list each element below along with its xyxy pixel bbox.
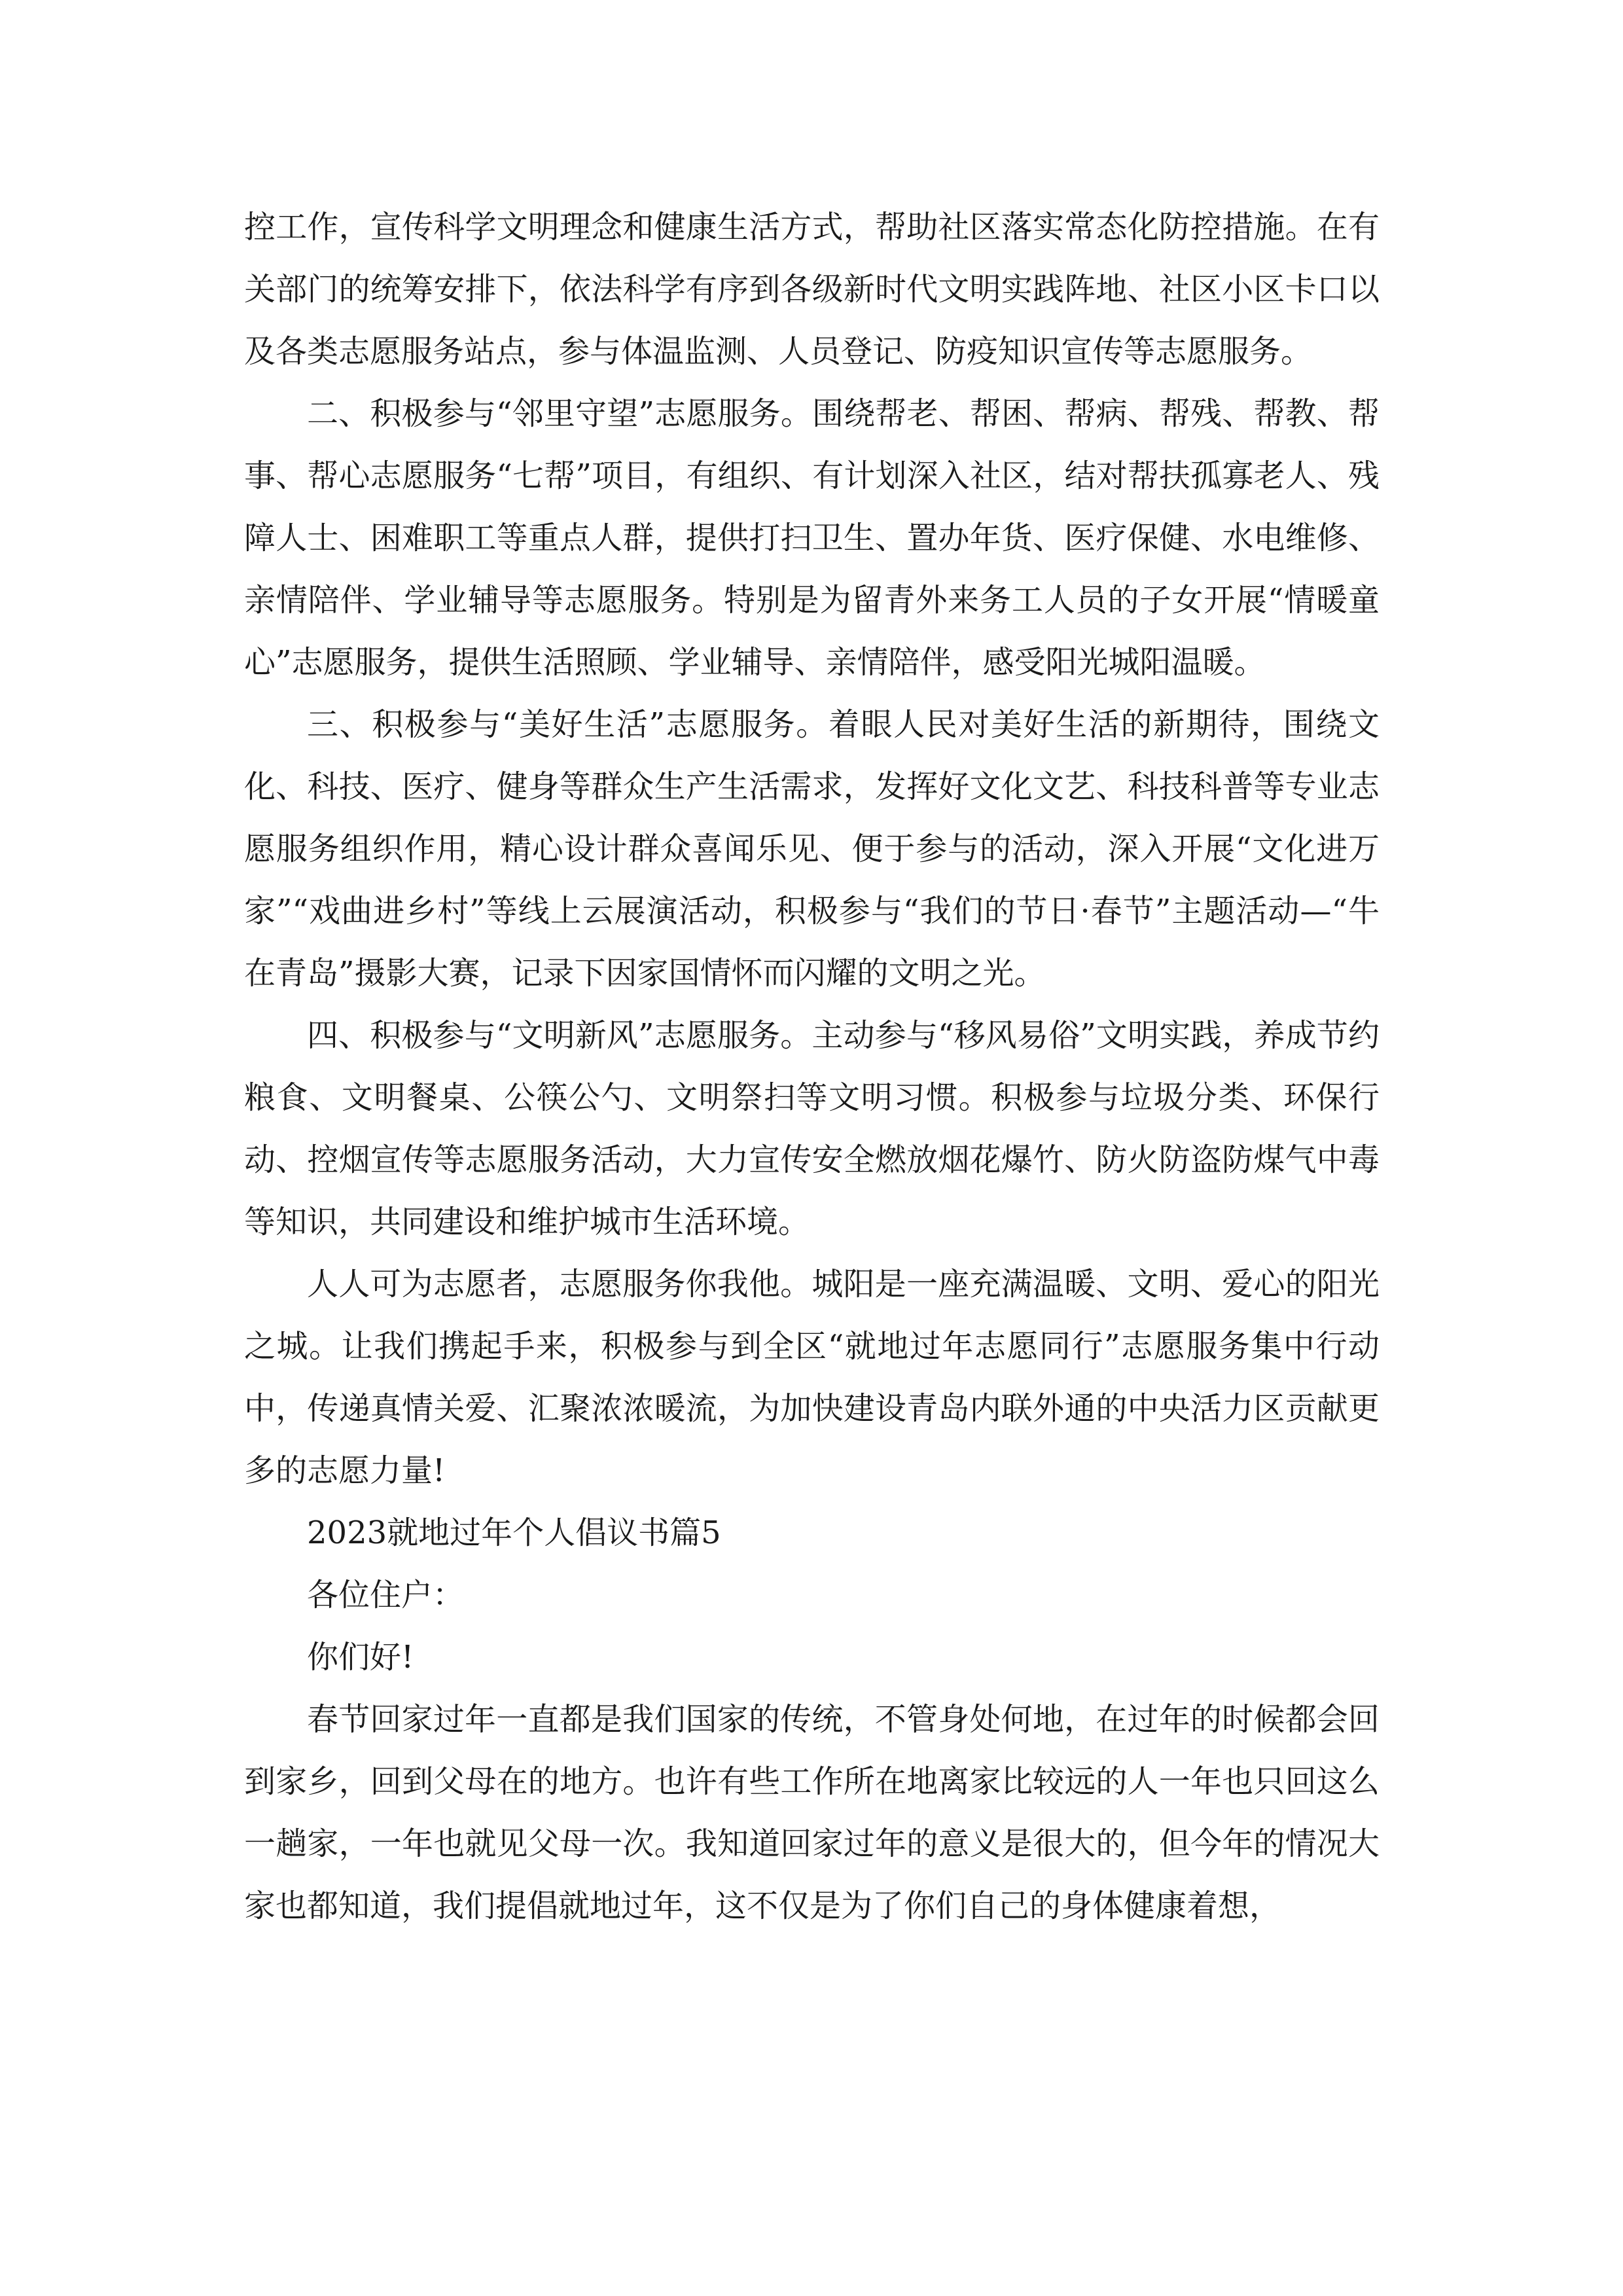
document-body [244,196,1380,1937]
paragraph-neighborhood-watch: 二、积极参与“邻里守望”志愿服务。围绕帮老、帮困、帮病、帮残、帮教、帮事、帮心志愿服务“七帮”项目，有组织、有计划深入社区，结对帮扶孤寡老人、残障人士、困难职工等重点人群，提供打扫卫生、置办年货、医疗保健、水电维修、亲情陪伴、学业辅导等志愿服务。特别是为留青外来务工人员的子女开展“情暖童心”志愿服务，提供生活照顾、学业辅导、亲情陪伴，感受阳光城阳温暖。 [244,395,1380,681]
paragraph-closing-appeal: 人人可为志愿者，志愿服务你我他。城阳是一座充满温暖、文明、爱心的阳光之城。让我们携起手来，积极参与到全区“就地过年志愿同行”志愿服务集中行动中，传递真情关爱、汇聚浓浓暖流，为加快建设青岛内联外通的中央活力区贡献更多的志愿力量! [244,1266,1380,1489]
salutation: 各位住户： [307,1577,465,1613]
greeting: 你们好! [307,1639,414,1676]
paragraph-spring-festival: 春节回家过年一直都是我们国家的传统，不管身处何地，在过年的时候都会回到家乡，回到父母在的地方。也许有些工作所在地离家比较远的人一年也只回这么一趟家，一年也就见父母一次。我知道回家过年的意义是很大的，但今年的情况大家也都知道，我们提倡就地过年，这不仅是为了你们自己的身体健康着想， [244,1701,1380,1924]
paragraph-better-life: 三、积极参与“美好生活”志愿服务。着眼人民对美好生活的新期待，围绕文化、科技、医疗、健身等群众生产生活需求，发挥好文化文艺、科技科普等专业志愿服务组织作用，精心设计群众喜闻乐见、便于参与的活动，深入开展“文化进万家”“戏曲进乡村”等线上云展演活动，积极参与“我们的节日·春节”主题活动—“牛在青岛”摄影大赛，记录下因家国情怀而闪耀的文明之光。 [244,706,1380,992]
paragraph-epidemic-control: 控工作，宣传科学文明理念和健康生活方式，帮助社区落实常态化防控措施。在有关部门的统筹安排下，依法科学有序到各级新时代文明实践阵地、社区小区卡口以及各类志愿服务站点，参与体温监测、人员登记、防疫知识宣传等志愿服务。 [244,209,1380,370]
section-heading: 2023就地过年个人倡议书篇5 [307,1515,721,1551]
paragraph-civilized-customs: 四、积极参与“文明新风”志愿服务。主动参与“移风易俗”文明实践，养成节约粮食、文明餐桌、公筷公勺、文明祭扫等文明习惯。积极参与垃圾分类、环保行动、控烟宣传等志愿服务活动，大力宣传安全燃放烟花爆竹、防火防盗防煤气中毒等知识，共同建设和维护城市生活环境。 [244,1017,1380,1240]
